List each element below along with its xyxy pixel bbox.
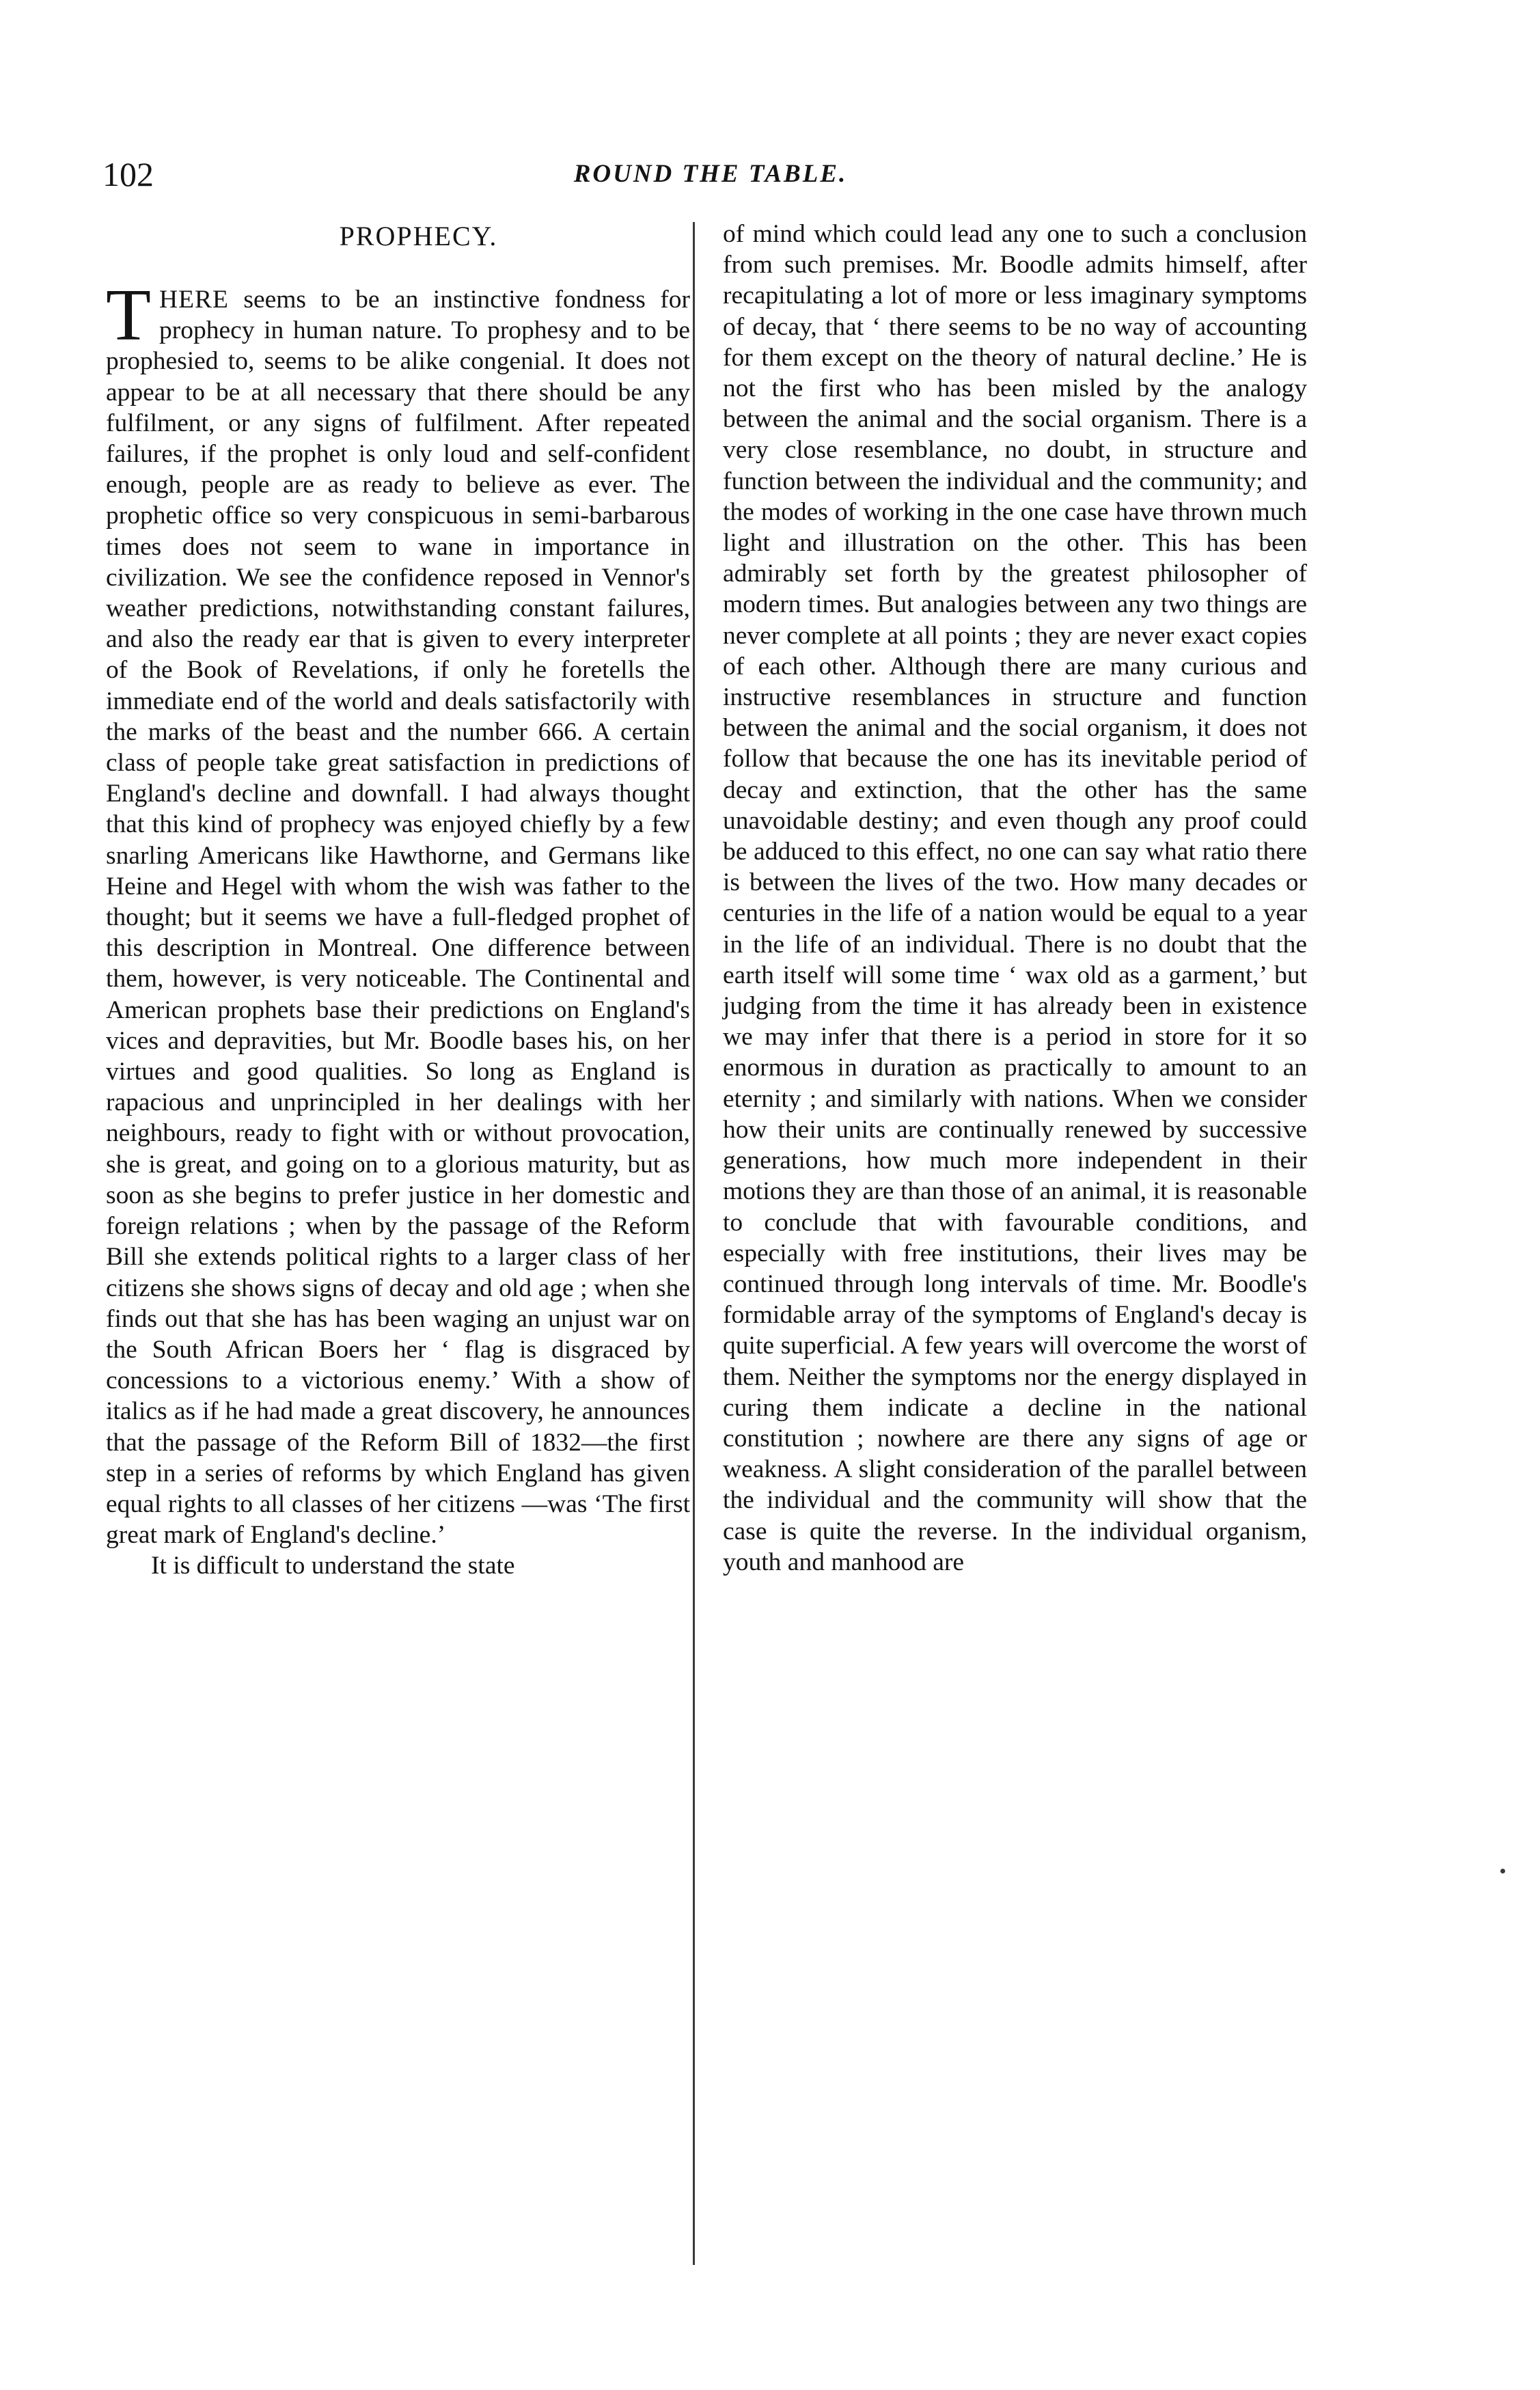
lead-word: HERE bbox=[159, 286, 229, 314]
article-title: PROPHECY. bbox=[339, 221, 498, 251]
continued-paragraph: of mind which could lead any one to such a conclusion from such premises. Mr. Boodle admits himself, after recapitulating a lot of more or less imaginary symptoms of decay, that ‘ there seems to be no way of accounting for them except on the theory of natural decline.’ He is not the first who has been misled by the analogy between the animal and the social organism. There is a very close resemblance, no doubt, in structure and function between the individual and the community; and the modes of working in the one case have thrown much light and illustration on the other. This has been admirably set forth by the greatest philosopher of modern times. But analogies between any two things are never complete at all points ; they are never exact copies of each other. Although there are many curious and instructive resemblances in structure and function between the animal and the social organism, it does not follow that because the one has its inevitable period of decay and extinction, that the other has the same unavoidable destiny; and even though any proof could be adduced to this effect, no one can say what ratio there is between the lives of the two. How many decades or centuries in the life of a nation would be equal to a year in the life of an individual. There is no doubt that the earth itself will some time ‘ wax old as a garment,’ but judging from the time it has already been in existence we may infer that there is a period in store for it so enormous in duration as practically to amount to an eternity ; and similarly with nations. When we consider how their units are continually renewed by successive generations, how much more independent in their motions they are than those of an animal, it is reasonable to conclude that with favourable conditions, and especially with free institutions, their lives may be continued through long intervals of time. Mr. Boodle's formidable array of the symptoms of England's decay is quite superficial. A few years will overcome the worst of them. Neither the symptoms nor the energy displayed in curing them indicate a decline in the national constitution ; nowhere are there any signs of age or weakness. A slight consideration of the parallel between the individual and the community will show that the case is quite the reverse. In the individual organism, youth and manhood are bbox=[723, 220, 1307, 1576]
page-number: 102 bbox=[102, 155, 154, 193]
running-title: ROUND THE TABLE. bbox=[573, 160, 848, 188]
second-paragraph: It is difficult to understand the state bbox=[151, 1552, 515, 1580]
page-header bbox=[102, 150, 1319, 198]
drop-cap-letter: T bbox=[106, 275, 151, 356]
left-column bbox=[106, 219, 690, 1582]
column-divider bbox=[693, 222, 695, 2265]
ink-speck bbox=[1500, 1869, 1505, 1873]
right-column bbox=[723, 219, 1307, 1578]
opening-paragraph-text: seems to be an instinctive fondness for prophecy in human nature. To prophesy and to be prophesied to, seems to be alike congenial. It does not appear to be at all necessary that there should be any fulfilment, or any signs of fulfilment. After repeated failures, if the prophet is only loud and self-confident enough, people are as ready to believe as ever. The prophetic office so very conspicuous in semi-barbarous times does not seem to wane in importance in civilization. We see the confidence reposed in Vennor's weather predictions, notwithstanding constant failures, and also the ready ear that is given to every interpreter of the Book of Revelations, if only he foretells the immediate end of the world and deals satisfactorily with the marks of the beast and the number 666. A certain class of people take great satisfaction in predictions of England's decline and downfall. I had always thought that this kind of prophecy was enjoyed chiefly by a few snarling Americans like Hawthorne, and Germans like Heine and Hegel with whom the wish was father to the thought; but it seems we have a full-fledged prophet of this description in Montreal. One difference between them, however, is very noticeable. The Continental and American prophets base their predictions on England's vices and depravities, but Mr. Boodle bases his, on her virtues and good qualities. So long as England is rapacious and unprincipled in her dealings with her neighbours, ready to fight with or without provocation, she is great, and going on to a glorious maturity, but as soon as she begins to prefer justice in her domestic and foreign relations ; when by the passage of the Reform Bill she extends political rights to a larger class of her citizens she shows signs of decay and old age ; when she finds out that she has has been waging an unjust war on the South African Boers her ‘ flag is disgraced by concessions to a victorious enemy.’ With a show of italics as if he had made a great discovery, he announces that the passage of the Reform Bill of 1832—the first step in a series of reforms by which England has given equal rights to all classes of her citizens —was ‘The first great mark of England's decline.’ bbox=[106, 286, 690, 1550]
opening-paragraph bbox=[106, 275, 690, 1550]
